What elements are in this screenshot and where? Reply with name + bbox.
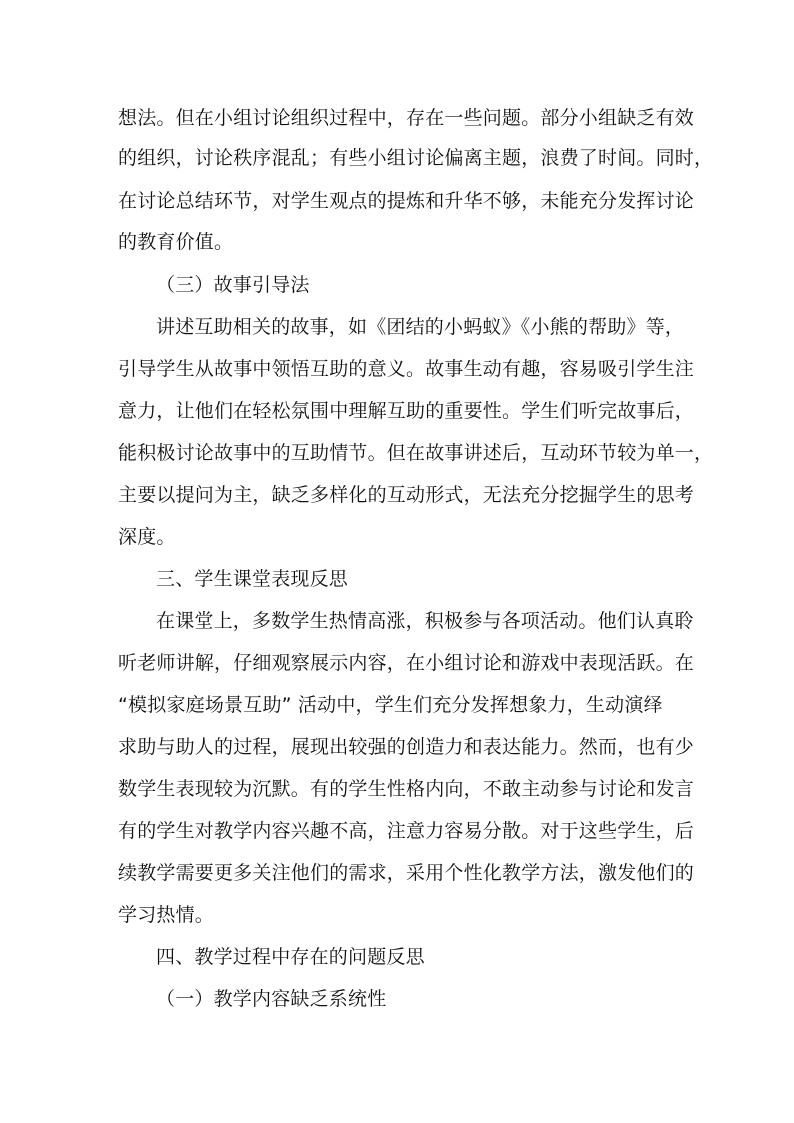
paragraph-line: 的教育价值。 xyxy=(118,231,234,253)
paragraph-line: 引导学生从故事中领悟互助的意义。故事生动有趣，容易吸引学生注 xyxy=(118,358,695,380)
paragraph-line: 在讨论总结环节，对学生观点的提炼和升华不够，未能充分发挥讨论 xyxy=(118,190,695,212)
paragraph-line: 能积极讨论故事中的互助情节。但在故事讲述后，互动环节较为单一， xyxy=(118,442,714,464)
paragraph-line: 的组织，讨论秩序混乱；有些小组讨论偏离主题，浪费了时间。同时， xyxy=(118,147,714,169)
paragraph-line: 学习热情。 xyxy=(118,904,215,926)
paragraph-line: 想法。但在小组讨论组织过程中，存在一些问题。部分小组缺乏有效 xyxy=(118,107,695,129)
paragraph-line: 意力，让他们在轻松氛围中理解互助的重要性。学生们听完故事后， xyxy=(118,400,695,422)
section-heading: 四、教学过程中存在的问题反思 xyxy=(156,946,425,968)
section-heading: （一）教学内容缺乏系统性 xyxy=(156,988,387,1010)
paragraph-line: 听老师讲解，仔细观察展示内容，在小组讨论和游戏中表现活跃。在 xyxy=(118,652,695,674)
paragraph-line: 续教学需要更多关注他们的需求，采用个性化教学方法，激发他们的 xyxy=(118,862,695,884)
paragraph-line: 数学生表现较为沉默。有的学生性格内向，不敢主动参与讨论和发言 xyxy=(118,778,695,800)
paragraph-line: 主要以提问为主，缺乏多样化的互动形式，无法充分挖掘学生的思考 xyxy=(118,484,695,506)
paragraph-line: 讲述互助相关的故事，如《团结的小蚂蚁》《小熊的帮助》等， xyxy=(156,316,685,338)
paragraph-line: 深度。 xyxy=(118,526,176,548)
paragraph-line: 在课堂上，多数学生热情高涨，积极参与各项活动。他们认真聆 xyxy=(156,610,694,632)
section-heading: （三）故事引导法 xyxy=(156,274,310,296)
paragraph-line: “模拟家庭场景互助” 活动中，学生们充分发挥想象力，生动演绎 xyxy=(118,694,663,716)
paragraph-line: 有的学生对教学内容兴趣不高，注意力容易分散。对于这些学生，后 xyxy=(118,820,695,842)
paragraph-line: 求助与助人的过程，展现出较强的创造力和表达能力。然而，也有少 xyxy=(118,736,695,758)
section-heading: 三、学生课堂表现反思 xyxy=(156,568,349,590)
